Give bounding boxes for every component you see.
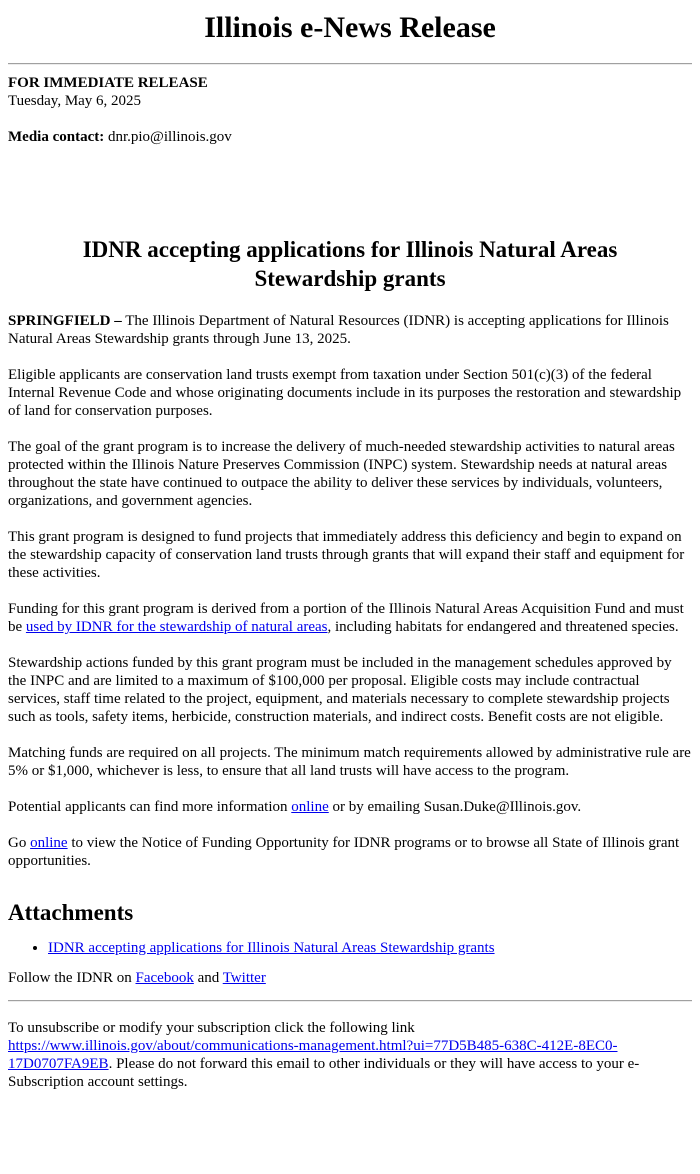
- unsubscribe-intro: To unsubscribe or modify your subscription click the following link: [8, 1020, 415, 1036]
- paragraph-eligibility: Eligible applicants are conservation land trusts exempt from taxation under Section 501(c)(3) of the federal Internal Revenue Code and whose originating documents include in its purposes the restoration and stewardship of land for conservation purposes.: [8, 367, 682, 419]
- stewardship-link[interactable]: used by IDNR for the stewardship of natural areas: [25, 619, 328, 635]
- attachments-heading: Attachments: [8, 900, 134, 925]
- paragraph-matching: Matching funds are required on all projects. The minimum match requirements allowed by administrative rule are 5% or $1,000, whichever is less, to ensure that all land trusts will have access to the program.: [8, 745, 691, 779]
- paragraph-funding: [8, 600, 692, 636]
- twitter-link[interactable]: Twitter: [222, 970, 266, 986]
- paragraph-more-info-text-2: or by emailing Susan.Duke@Illinois.gov.: [328, 799, 582, 815]
- attachments-list: [8, 939, 692, 957]
- paragraph-funding-text-1: Funding for this grant program is derived from a portion of the Illinois Natural Areas Acquisition Fund and must be: [8, 601, 684, 635]
- paragraph-funding-text-2: , including habitats for endangered and threatened species.: [327, 619, 679, 635]
- media-contact: [8, 128, 692, 146]
- subscription-management-link[interactable]: https://www.illinois.gov/about/communications-management.html?ui=77D5B485-638C-412E-8EC0-17D0707FA9EB: [8, 1038, 618, 1072]
- nofo-online-link[interactable]: online: [30, 835, 68, 851]
- unsubscribe-warning: . Please do not forward this email to other individuals or they will have access to your e-Subscription account settings.: [8, 1056, 640, 1090]
- article-body: [8, 312, 692, 870]
- attachment-link[interactable]: IDNR accepting applications for Illinois Natural Areas Stewardship grants: [48, 940, 495, 956]
- paragraph-design: This grant program is designed to fund projects that immediately address this deficiency and begin to expand on the stewardship capacity of conservation land trusts through grants that will expand their staff and equipment for these activities.: [8, 529, 685, 581]
- paragraph-intro: [8, 312, 692, 348]
- paragraph-actions: Stewardship actions funded by this grant program must be included in the management schedules approved by the INPC and are limited to a maximum of $100,000 per proposal. Eligible costs may include contractual services, staff time related to the project, equipment, and materials necessary to complete stewardship projects such as tools, safety items, herbicide, construction materials, and indirect costs. Benefit costs are not eligible.: [8, 655, 672, 725]
- release-date: Tuesday, May 6, 2025: [8, 93, 142, 109]
- paragraph-intro-text: The Illinois Department of Natural Resources (IDNR) is accepting applications for Illinois Natural Areas Stewardship grants through June 13, 2025.: [8, 313, 669, 347]
- media-contact-label: Media contact:: [8, 129, 105, 145]
- release-info: [8, 74, 692, 146]
- bottom-divider: [8, 1000, 692, 1002]
- paragraph-nofo-text-1: Go: [8, 835, 31, 851]
- follow-and-text: and: [193, 970, 223, 986]
- top-divider: [8, 63, 692, 65]
- list-item: [48, 939, 692, 957]
- release-label: FOR IMMEDIATE RELEASE: [8, 75, 208, 91]
- paragraph-more-info-text-1: Potential applicants can find more information: [8, 799, 292, 815]
- follow-text: Follow the IDNR on: [8, 970, 136, 986]
- headline: IDNR accepting applications for Illinois Natural Areas Stewardship grants: [82, 237, 618, 291]
- paragraph-nofo: [8, 834, 692, 870]
- paragraph-more-info: [8, 798, 692, 816]
- facebook-link[interactable]: Facebook: [135, 970, 194, 986]
- dateline: SPRINGFIELD –: [8, 313, 122, 329]
- masthead-title: Illinois e-News Release: [204, 11, 496, 44]
- unsubscribe-notice: [8, 1019, 692, 1091]
- media-contact-email: dnr.pio@illinois.gov: [104, 129, 232, 145]
- more-info-online-link[interactable]: online: [291, 799, 329, 815]
- paragraph-goal: The goal of the grant program is to increase the delivery of much-needed stewardship activities to natural areas protected within the Illinois Nature Preserves Commission (INPC) system. Stewardship needs at natural areas throughout the state have continued to outpace the ability to deliver these services by individuals, volunteers, organizations, and government agencies.: [8, 439, 675, 509]
- email-page: [0, 11, 700, 1091]
- follow-line: [8, 969, 692, 987]
- paragraph-nofo-text-2: to view the Notice of Funding Opportunity for IDNR programs or to browse all State of Illinois grant opportunities.: [8, 835, 680, 869]
